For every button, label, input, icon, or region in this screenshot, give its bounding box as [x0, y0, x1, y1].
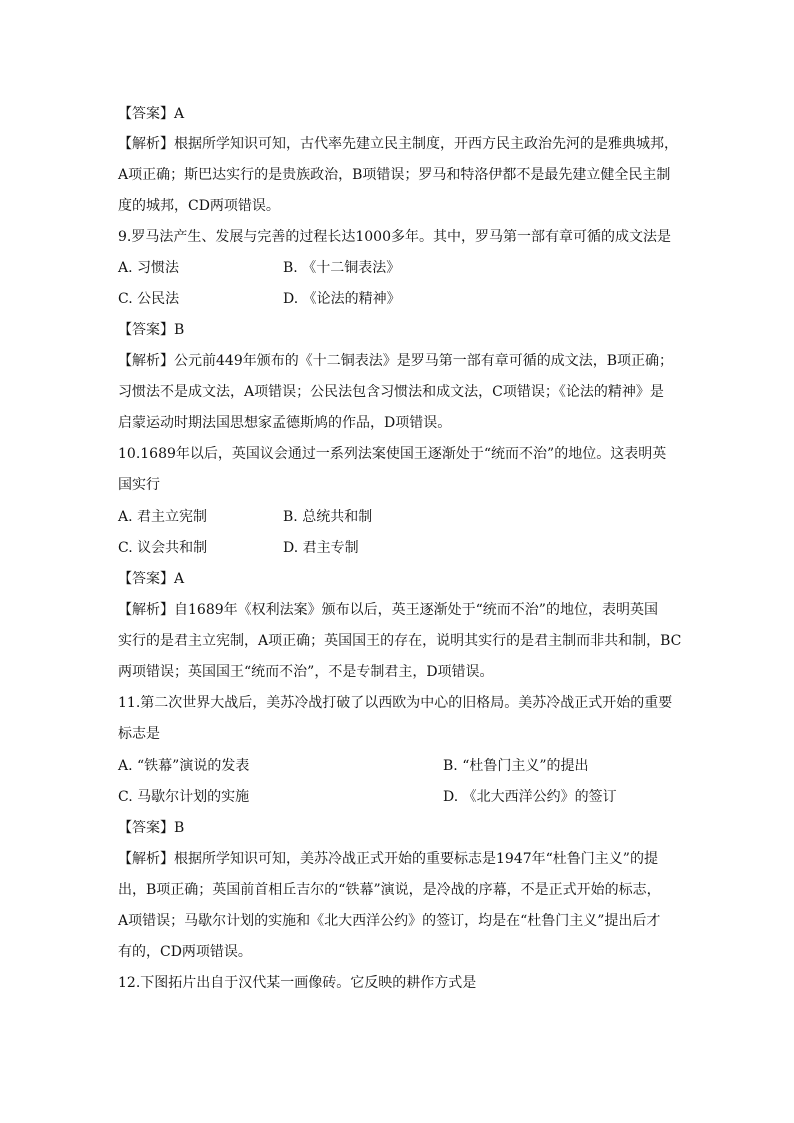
answer-8: 【答案】A — [118, 106, 185, 122]
question-11-line-2: 标志是 — [118, 726, 160, 742]
q10-option-d: D. 君主专制 — [283, 540, 359, 556]
q9-option-c: C. 公民法 — [118, 291, 180, 307]
analysis-9-line-3: 启蒙运动时期法国思想家孟德斯鸠的作品，D项错误。 — [118, 415, 452, 431]
q10-option-a: A. 君主立宪制 — [118, 509, 208, 525]
analysis-9-line-1: 【解析】公元前449年颁布的《十二铜表法》是罗马第一部有章可循的成文法，B项正确； — [118, 353, 674, 369]
analysis-11-line-1: 【解析】根据所学知识可知，美苏冷战正式开始的重要标志是1947年“杜鲁门主义”的提 — [118, 851, 658, 867]
question-10-line-2: 国实行 — [118, 477, 160, 493]
analysis-11-line-2: 出，B项正确；英国前首相丘吉尔的“铁幕”演说，是冷战的序幕，不是正式开始的标志， — [118, 882, 661, 898]
question-11-line-1: 11.第二次世界大战后，美苏冷战打破了以西欧为中心的旧格局。美苏冷战正式开始的重要 — [118, 695, 673, 711]
q9-option-d: D. 《论法的精神》 — [283, 291, 401, 307]
analysis-8-line-2: A项正确；斯巴达实行的是贵族政治，B项错误；罗马和特洛伊都不是最先建立健全民主制 — [118, 167, 671, 183]
analysis-10-line-1: 【解析】自1689年《权利法案》颁布以后，英王逐渐处于“统而不治”的地位，表明英国 — [118, 602, 658, 618]
answer-11: 【答案】B — [118, 820, 185, 836]
q9-option-b: B. 《十二铜表法》 — [283, 260, 401, 276]
q11-option-c: C. 马歇尔计划的实施 — [118, 789, 250, 805]
q11-option-d: D. 《北大西洋公约》的签订 — [443, 789, 617, 805]
analysis-8-line-1: 【解析】根据所学知识可知，古代率先建立民主制度，开西方民主政治先河的是雅典城邦， — [118, 136, 678, 152]
q10-option-c: C. 议会共和制 — [118, 540, 208, 556]
q10-option-b: B. 总统共和制 — [283, 509, 373, 525]
q9-option-a: A. 习惯法 — [118, 260, 180, 276]
analysis-10-line-3: 两项错误；英国国王“统而不治”，不是专制君主，D项错误。 — [118, 664, 494, 680]
question-10-line-1: 10.1689年以后，英国议会通过一系列法案使国王逐渐处于“统而不治”的地位。这表明英 — [118, 446, 667, 462]
answer-9: 【答案】B — [118, 322, 185, 338]
q11-option-b: B. “杜鲁门主义”的提出 — [443, 758, 589, 774]
q11-option-a: A. “铁幕”演说的发表 — [118, 758, 250, 774]
question-9: 9.罗马法产生、发展与完善的过程长达1000多年。其中，罗马第一部有章可循的成文法是 — [118, 229, 671, 245]
answer-10: 【答案】A — [118, 571, 185, 587]
question-12: 12.下图拓片出自于汉代某一画像砖。它反映的耕作方式是 — [118, 975, 477, 991]
analysis-11-line-4: 有的，CD两项错误。 — [118, 944, 252, 960]
analysis-8-line-3: 度的城邦，CD两项错误。 — [118, 198, 280, 214]
analysis-11-line-3: A项错误；马歇尔计划的实施和《北大西洋公约》的签订，均是在“杜鲁门主义”提出后才 — [118, 913, 661, 929]
analysis-9-line-2: 习惯法不是成文法，A项错误；公民法包含习惯法和成文法，C项错误；《论法的精神》是 — [118, 384, 664, 400]
analysis-10-line-2: 实行的是君主立宪制，A项正确；英国国王的存在，说明其实行的是君主制而非共和制，BC — [118, 633, 682, 649]
